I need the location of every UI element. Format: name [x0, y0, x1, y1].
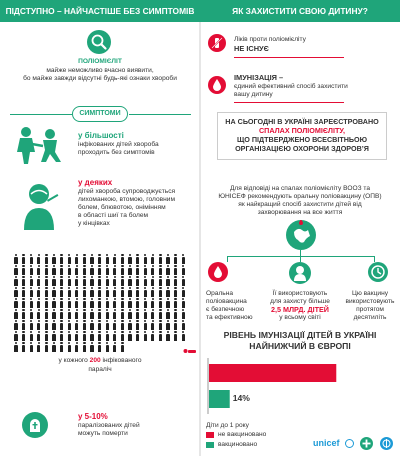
- person-figure: [14, 254, 18, 264]
- person-figure: [60, 342, 64, 352]
- person-figure: [22, 265, 26, 275]
- feature-2-line-4: у всьому світі: [279, 314, 321, 321]
- person-figure: [52, 309, 56, 319]
- person-figure: [90, 298, 94, 308]
- majority-bold: у більшості: [78, 131, 124, 140]
- person-figure: [29, 331, 33, 341]
- globe-drop-icon: [286, 220, 316, 250]
- person-figure: [90, 331, 94, 341]
- person-figure: [105, 331, 109, 341]
- symptoms-label: СИМПТОМИ: [72, 106, 128, 122]
- person-figure: [174, 320, 178, 330]
- person-figure: [60, 276, 64, 286]
- person-figure: [82, 309, 86, 319]
- symptoms-line-right: [129, 114, 191, 115]
- unicef-globe-icon: [345, 439, 354, 448]
- person-figure: [29, 254, 33, 264]
- person-figure: [29, 298, 33, 308]
- polio-text-1: майже неможливо вчасно виявити,: [46, 67, 154, 74]
- person-figure: [174, 287, 178, 297]
- person-figure: [158, 331, 162, 341]
- person-figure: [52, 276, 56, 286]
- person-figure: [120, 265, 124, 275]
- people-grid: [14, 254, 190, 352]
- who-emblem-icon: [380, 437, 393, 450]
- person-figure: [128, 320, 132, 330]
- recommendation-text-1: Для відповіді на спалах поліомієліту ВООЗ та: [229, 185, 371, 192]
- person-figure: [52, 331, 56, 341]
- person-figure: [14, 298, 18, 308]
- person-figure: [52, 265, 56, 275]
- person-figure: [82, 320, 86, 330]
- person-figure: [174, 298, 178, 308]
- person-figure: [52, 287, 56, 297]
- person-figure: [22, 331, 26, 341]
- person-figure: [67, 287, 71, 297]
- person-figure: [174, 265, 178, 275]
- person-figure: [158, 320, 162, 330]
- person-figure: [90, 320, 94, 330]
- some-text-1: дітей хвороба супроводжується: [78, 188, 176, 195]
- person-figure: [82, 287, 86, 297]
- feature-1-line-2: поліовакцина: [206, 298, 247, 305]
- person-figure: [60, 298, 64, 308]
- immunization-line: [234, 102, 344, 103]
- person-figure: [158, 298, 162, 308]
- person-figure: [98, 265, 102, 275]
- person-figure: [60, 309, 64, 319]
- person-figure: [44, 254, 48, 264]
- person-figure: [143, 276, 147, 286]
- person-figure: [37, 287, 41, 297]
- person-figure: [44, 298, 48, 308]
- person-figure: [174, 254, 178, 264]
- person-figure: [22, 342, 26, 352]
- person-figure: [75, 298, 79, 308]
- person-figure: [136, 276, 140, 286]
- legend-label-red: не вакциновано: [218, 431, 267, 438]
- magnifier-icon: [87, 30, 111, 54]
- person-figure: [98, 276, 102, 286]
- person-figure: [90, 342, 94, 352]
- recommendation-text-3: як найкращий спосіб захистити дітей від: [238, 201, 362, 208]
- person-figure: [90, 309, 94, 319]
- person-figure: [98, 309, 102, 319]
- person-figure: [14, 342, 18, 352]
- feature-3-line-1: Цю вакцину: [351, 290, 389, 297]
- person-figure: [52, 254, 56, 264]
- paralyzed-person-icon: [183, 342, 197, 350]
- death-bold: у 5-10%: [78, 412, 108, 421]
- person-figure: [52, 342, 56, 352]
- person-figure: [75, 331, 79, 341]
- person-figure: [75, 309, 79, 319]
- person-figure: [14, 265, 18, 275]
- person-figure: [105, 276, 109, 286]
- person-figure: [166, 298, 170, 308]
- immunization-text-2: вашу дитину: [234, 91, 273, 98]
- person-figure: [44, 287, 48, 297]
- person-figure: [143, 331, 147, 341]
- person-figure: [113, 287, 117, 297]
- person-figure: [181, 276, 185, 286]
- outbreak-line-4: ОРГАНІЗАЦІЄЮ ОХОРОНИ ЗДОРОВ’Я: [235, 144, 369, 153]
- person-figure: [98, 287, 102, 297]
- some-text-5: у кінцівках: [78, 220, 110, 227]
- person-figure: [22, 298, 26, 308]
- person-figure: [98, 331, 102, 341]
- person-figure: [67, 276, 71, 286]
- person-figure: [120, 254, 124, 264]
- person-figure: [181, 287, 185, 297]
- sick-child-icon: [14, 180, 64, 230]
- recommendation-text-4: захворювання на все життя: [257, 209, 343, 216]
- symptoms-line-left: [10, 114, 72, 115]
- person-figure: [113, 342, 117, 352]
- person-figure: [82, 254, 86, 264]
- person-figure: [14, 309, 18, 319]
- person-figure: [14, 320, 18, 330]
- person-figure: [98, 342, 102, 352]
- feature-2-line-3: 2,5 МЛРД. ДІТЕЙ: [271, 305, 329, 314]
- person-figure: [82, 331, 86, 341]
- person-figure: [37, 309, 41, 319]
- person-figure: [75, 287, 79, 297]
- person-figure: [136, 265, 140, 275]
- feature-3-line-4: десятиліть: [353, 314, 387, 321]
- person-figure: [181, 309, 185, 319]
- person-figure: [128, 265, 132, 275]
- person-figure: [37, 320, 41, 330]
- person-figure: [67, 309, 71, 319]
- person-figure: [136, 331, 140, 341]
- person-figure: [120, 298, 124, 308]
- person-figure: [60, 254, 64, 264]
- person-figure: [113, 320, 117, 330]
- person-figure: [105, 320, 109, 330]
- column-divider: [199, 22, 201, 456]
- person-figure: [67, 320, 71, 330]
- person-figure: [120, 320, 124, 330]
- person-figure: [67, 331, 71, 341]
- ratio-post: інфікованого: [102, 357, 142, 364]
- outbreak-line-2: СПАЛАХ ПОЛІОМІЄЛІТУ,: [258, 126, 346, 135]
- person-figure: [52, 298, 56, 308]
- person-figure: [22, 309, 26, 319]
- person-figure: [44, 309, 48, 319]
- person-figure: [166, 254, 170, 264]
- person-figure: [151, 254, 155, 264]
- person-figure: [181, 331, 185, 341]
- ratio-pre: у кожного: [58, 357, 88, 364]
- feature-1-line-3: є безпечною: [206, 306, 245, 313]
- person-figure: [158, 276, 162, 286]
- person-figure: [143, 320, 147, 330]
- person-figure: [14, 331, 18, 341]
- person-figure: [166, 276, 170, 286]
- ratio-line-1: [0, 357, 200, 365]
- person-figure: [166, 265, 170, 275]
- person-figure: [82, 265, 86, 275]
- person-figure: [98, 298, 102, 308]
- person-figure: [113, 276, 117, 286]
- person-figure: [37, 265, 41, 275]
- chart-title-2: НАЙНИЖЧИЙ В ЄВРОПІ: [249, 341, 351, 351]
- person-figure: [105, 265, 109, 275]
- ratio-line-2: параліч: [88, 366, 112, 373]
- person-figure: [174, 276, 178, 286]
- legend-swatch-green: [206, 442, 214, 448]
- person-figure: [136, 287, 140, 297]
- person-figure: [174, 331, 178, 341]
- person-figure: [136, 309, 140, 319]
- person-figure: [29, 309, 33, 319]
- person-figure: [128, 254, 132, 264]
- person-figure: [136, 298, 140, 308]
- person-figure: [75, 320, 79, 330]
- legend-label-green: вакциновано: [218, 441, 258, 448]
- bar-not-vaccinated: [209, 364, 336, 382]
- majority-text-2: проходить без симптомів: [78, 149, 155, 156]
- feature-2-line-2: для захисту більше: [270, 298, 330, 305]
- person-figure: [143, 309, 147, 319]
- left-header: ПІДСТУПНО – НАЙЧАСТІШЕ БЕЗ СИМПТОМІВ: [0, 0, 200, 22]
- no-cure-text-2: НЕ ІСНУЄ: [234, 44, 269, 53]
- person-figure: [67, 265, 71, 275]
- recommendation-text-2: ЮНІСЕФ рекомендують оральну поліовакцину (ОПВ): [218, 193, 382, 200]
- polio-text-2: бо майже завжди відсутні будь-які ознаки хвороби: [23, 75, 177, 82]
- person-figure: [90, 265, 94, 275]
- some-text-4: в області шиї та болем: [78, 212, 149, 219]
- person-figure: [151, 320, 155, 330]
- person-figure: [128, 309, 132, 319]
- person-figure: [151, 331, 155, 341]
- gravestone-icon: [22, 412, 48, 438]
- person-figure: [105, 254, 109, 264]
- feature-1-line-1: Оральна: [206, 290, 234, 297]
- ratio-number: 200: [89, 357, 101, 364]
- polio-title: ПОЛІОМІЄЛІТ: [78, 58, 122, 65]
- person-figure: [166, 320, 170, 330]
- person-figure: [44, 331, 48, 341]
- person-figure: [128, 298, 132, 308]
- person-figure: [151, 298, 155, 308]
- person-figure: [60, 265, 64, 275]
- person-figure: [128, 331, 132, 341]
- person-figure: [82, 298, 86, 308]
- person-figure: [143, 254, 147, 264]
- person-figure: [60, 320, 64, 330]
- person-figure: [120, 342, 124, 352]
- person-figure: [105, 342, 109, 352]
- vaccine-drop-safe-icon: [208, 262, 228, 282]
- person-figure: [136, 320, 140, 330]
- person-figure: [37, 254, 41, 264]
- person-figure: [113, 309, 117, 319]
- person-figure: [181, 254, 185, 264]
- person-figure: [75, 265, 79, 275]
- some-text-2: лихоманкою, втомою, головним: [78, 196, 176, 203]
- feature-2-line-1: Її використовують: [272, 290, 328, 297]
- feature-3-line-3: протягом: [356, 306, 384, 313]
- person-figure: [120, 276, 124, 286]
- person-figure: [143, 287, 147, 297]
- person-figure: [29, 276, 33, 286]
- person-figure: [67, 254, 71, 264]
- baby-icon: [289, 262, 311, 284]
- person-figure: [29, 320, 33, 330]
- person-figure: [44, 342, 48, 352]
- person-figure: [120, 309, 124, 319]
- person-figure: [22, 276, 26, 286]
- person-figure: [120, 287, 124, 297]
- moh-emblem-icon: [360, 437, 373, 450]
- person-figure: [44, 276, 48, 286]
- person-figure: [29, 265, 33, 275]
- person-figure: [44, 265, 48, 275]
- person-figure: [90, 276, 94, 286]
- unicef-logo: unicef: [313, 438, 340, 448]
- person-figure: [90, 287, 94, 297]
- legend-swatch-red: [206, 432, 214, 438]
- person-figure: [136, 254, 140, 264]
- some-bold: у деяких: [78, 178, 113, 187]
- person-figure: [166, 287, 170, 297]
- person-figure: [29, 342, 33, 352]
- majority-text-1: інфікованих дітей хвороба: [78, 141, 159, 148]
- person-figure: [128, 287, 132, 297]
- person-figure: [14, 287, 18, 297]
- immunization-title: ІМУНІЗАЦІЯ –: [234, 73, 284, 82]
- person-figure: [166, 331, 170, 341]
- outbreak-line-1: НА СЬОГОДНІ В УКРАЇНІ ЗАРЕЄСТРОВАНО: [225, 117, 379, 126]
- legend-title: Діти до 1 року: [206, 422, 249, 429]
- person-figure: [22, 254, 26, 264]
- connector-line: [227, 256, 375, 257]
- person-figure: [158, 309, 162, 319]
- person-figure: [75, 276, 79, 286]
- chart-svg: [206, 356, 396, 418]
- right-header-title: ЯК ЗАХИСТИТИ СВОЮ ДИТИНУ?: [232, 6, 368, 16]
- person-figure: [22, 287, 26, 297]
- person-figure: [166, 309, 170, 319]
- person-figure: [120, 331, 124, 341]
- person-figure: [52, 320, 56, 330]
- person-figure: [181, 320, 185, 330]
- person-figure: [67, 298, 71, 308]
- feature-1-line-4: та ефективною: [206, 314, 253, 321]
- feature-3-line-2: використовують: [345, 298, 395, 305]
- person-figure: [151, 309, 155, 319]
- person-figure: [98, 254, 102, 264]
- person-figure: [60, 287, 64, 297]
- death-text-1: паралізованих дітей: [78, 422, 140, 429]
- person-figure: [151, 287, 155, 297]
- person-figure: [158, 287, 162, 297]
- person-figure: [128, 276, 132, 286]
- playing-children-icon: [12, 126, 66, 166]
- person-figure: [22, 320, 26, 330]
- person-figure: [158, 265, 162, 275]
- person-figure: [143, 265, 147, 275]
- person-figure: [29, 287, 33, 297]
- chart-title-1: РІВЕНЬ ІМУНІЗАЦІЇ ДІТЕЙ В УКРАЇНІ: [223, 330, 377, 340]
- outbreak-line-3: ЩО ПІДТВЕРДЖЕНО ВСЕСВІТНЬОЮ: [236, 135, 368, 144]
- clock-icon: [368, 262, 388, 282]
- bar-vaccinated: [209, 390, 230, 408]
- person-figure: [113, 265, 117, 275]
- immunization-text-1: єдиний ефективний спосіб захистити: [234, 83, 348, 90]
- person-figure: [143, 298, 147, 308]
- person-figure: [75, 254, 79, 264]
- person-figure: [105, 298, 109, 308]
- person-figure: [44, 320, 48, 330]
- person-figure: [181, 265, 185, 275]
- person-figure: [113, 331, 117, 341]
- person-figure: [105, 287, 109, 297]
- person-figure: [82, 342, 86, 352]
- person-figure: [90, 254, 94, 264]
- person-figure: [37, 342, 41, 352]
- connector-center: [300, 250, 301, 262]
- no-medicine-icon: [208, 34, 226, 52]
- person-figure: [151, 276, 155, 286]
- person-figure: [105, 309, 109, 319]
- no-cure-text-1: Ліків проти поліомієліту: [234, 36, 306, 43]
- person-figure: [60, 331, 64, 341]
- right-header: [200, 0, 400, 22]
- person-figure: [37, 298, 41, 308]
- no-cure-line: [234, 57, 344, 58]
- person-figure: [75, 342, 79, 352]
- death-text-2: можуть померти: [78, 430, 128, 437]
- some-text-3: болем, блювотою, онімінням: [78, 204, 166, 211]
- person-figure: [181, 298, 185, 308]
- person-figure: [67, 342, 71, 352]
- person-figure: [14, 276, 18, 286]
- bar-value-label: 14%: [232, 393, 250, 403]
- person-figure: [37, 276, 41, 286]
- person-figure: [174, 309, 178, 319]
- immunization-chart: [206, 356, 396, 418]
- person-figure: [113, 254, 117, 264]
- person-figure: [151, 265, 155, 275]
- person-figure: [37, 331, 41, 341]
- person-figure: [113, 298, 117, 308]
- person-figure: [158, 254, 162, 264]
- person-figure: [98, 320, 102, 330]
- vaccine-drop-icon: [208, 76, 226, 94]
- person-figure: [82, 276, 86, 286]
